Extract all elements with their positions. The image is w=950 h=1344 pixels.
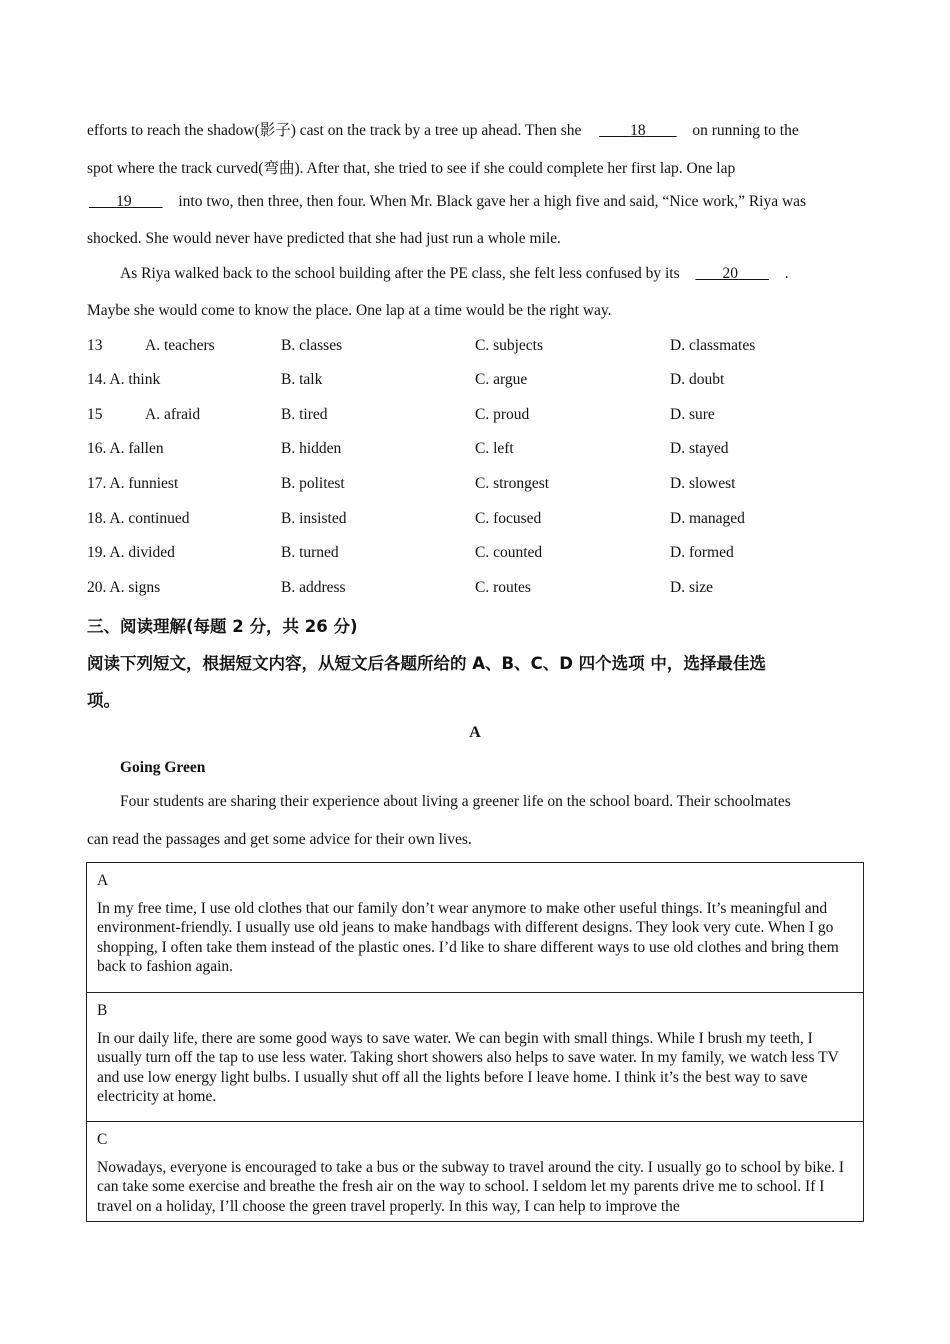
row-letter: B [97, 1002, 108, 1019]
part-letter: A [469, 724, 481, 741]
question-number: 15 [87, 406, 103, 423]
option-c: C. focused [475, 510, 542, 527]
row-text: In my free time, I use old clothes that our family don’t wear anymore to make other useful things. It’s meaningful and environment-friendly. I usually use old jeans to make handbags with different designs. They look very cute. When I go shopping, I often take them instead of the plastic ones. I’d like to share different ways to use old clothes and bring them back to fashion again. [97, 900, 839, 975]
blank-number: 18 [630, 122, 646, 139]
row-text: Nowadays, everyone is encouraged to take a bus or the subway to travel around the city. I usually go to school by bike. I can take some exercise and breathe the fresh air on the way to school. I seldom let my parents drive me to school. If I travel on a holiday, I’ll choose the green travel properly. In this way, I can help to improve the [97, 1159, 845, 1215]
option-row-18 [87, 510, 863, 530]
option-c: C. strongest [475, 475, 550, 492]
option-c: C. proud [475, 406, 530, 423]
row-letter: C [97, 1131, 108, 1148]
row-text: In our daily life, there are some good ways to save water. We can begin with small things. While I brush my teeth, I usually turn off the tap to use less water. Taking short showers also helps to save water. In my family, we watch less TV and use low energy light bulbs. I usually shut off all the lights before I leave home. I think it’s the best way to save electricity at home. [97, 1030, 839, 1105]
blank-18 [597, 122, 679, 140]
question-number: 14. A. think [87, 371, 161, 388]
intro-line-1: Four students are sharing their experience about living a greener life on the school board. Their schoolmates [120, 793, 791, 810]
option-c: C. counted [475, 544, 543, 561]
passage-text: As Riya walked back to the school building after the PE class, she felt less confused by its [120, 265, 680, 282]
question-number: 16. A. fallen [87, 440, 164, 457]
intro-line-2: can read the passages and get some advice for their own lives. [87, 831, 472, 848]
question-number: 17. A. funniest [87, 475, 179, 492]
option-d: D. classmates [670, 337, 756, 354]
section-instruction-cont: 项。 [87, 691, 120, 710]
section-instruction: 阅读下列短文，根据短文内容，从短文后各题所给的 A、B、C、D 四个选项 中，选择最佳选 [87, 654, 766, 673]
option-d: D. size [670, 579, 714, 596]
row-letter: A [97, 872, 109, 889]
passage-line-1 [87, 118, 863, 140]
option-a: A. afraid [145, 406, 201, 423]
option-row-19 [87, 544, 863, 564]
option-b: B. insisted [281, 510, 347, 527]
option-c: C. left [475, 440, 514, 457]
question-number: 20. A. signs [87, 579, 161, 596]
table-row [87, 993, 863, 1122]
option-b: B. address [281, 579, 346, 596]
option-c: C. subjects [475, 337, 544, 354]
blank-19 [87, 193, 165, 211]
option-d: D. doubt [670, 371, 725, 388]
table-row [87, 863, 863, 993]
passage-text: into two, then three, then four. When Mr. Black gave her a high five and said, “Nice work,” Riya was [178, 193, 807, 210]
option-b: B. talk [281, 371, 323, 388]
passage-text: on running to the [692, 122, 799, 139]
option-b: B. politest [281, 475, 345, 492]
option-b: B. turned [281, 544, 339, 561]
option-d: D. formed [670, 544, 734, 561]
option-row-17 [87, 475, 863, 495]
option-d: D. slowest [670, 475, 736, 492]
option-row-16 [87, 440, 863, 460]
blank-number: 20 [722, 265, 738, 282]
option-d: D. stayed [670, 440, 729, 457]
blank-number: 19 [116, 193, 132, 210]
question-number: 13 [87, 337, 103, 354]
article-title: Going Green [120, 759, 206, 776]
option-c: C. argue [475, 371, 528, 388]
option-row-13 [87, 337, 863, 357]
question-number: 19. A. divided [87, 544, 175, 561]
section-heading: 三、阅读理解(每题 2 分，共 26 分) [87, 617, 358, 636]
passage-text: efforts to reach the shadow(影子) cast on the track by a tree up ahead. Then she [87, 122, 582, 139]
option-d: D. sure [670, 406, 715, 423]
option-row-14 [87, 371, 863, 391]
option-b: B. classes [281, 337, 343, 354]
passage-line-4: shocked. She would never have predicted that she had just run a whole mile. [87, 230, 561, 247]
option-a: A. teachers [145, 337, 215, 354]
blank-20 [693, 265, 771, 283]
passage-line-2: spot where the track curved(弯曲). After that, she tried to see if she could complete her first lap. One lap [87, 160, 736, 177]
option-b: B. hidden [281, 440, 342, 457]
table-row [87, 1122, 863, 1221]
passage-text: . [784, 265, 789, 282]
option-b: B. tired [281, 406, 328, 423]
passage-line-6: Maybe she would come to know the place. One lap at a time would be the right way. [87, 302, 612, 319]
option-row-15 [87, 406, 863, 426]
option-c: C. routes [475, 579, 531, 596]
option-row-20 [87, 579, 863, 599]
option-d: D. managed [670, 510, 745, 527]
passage-line-5 [120, 265, 896, 283]
passage-line-3 [87, 193, 863, 211]
student-passages-table [86, 862, 864, 1222]
question-number: 18. A. continued [87, 510, 190, 527]
